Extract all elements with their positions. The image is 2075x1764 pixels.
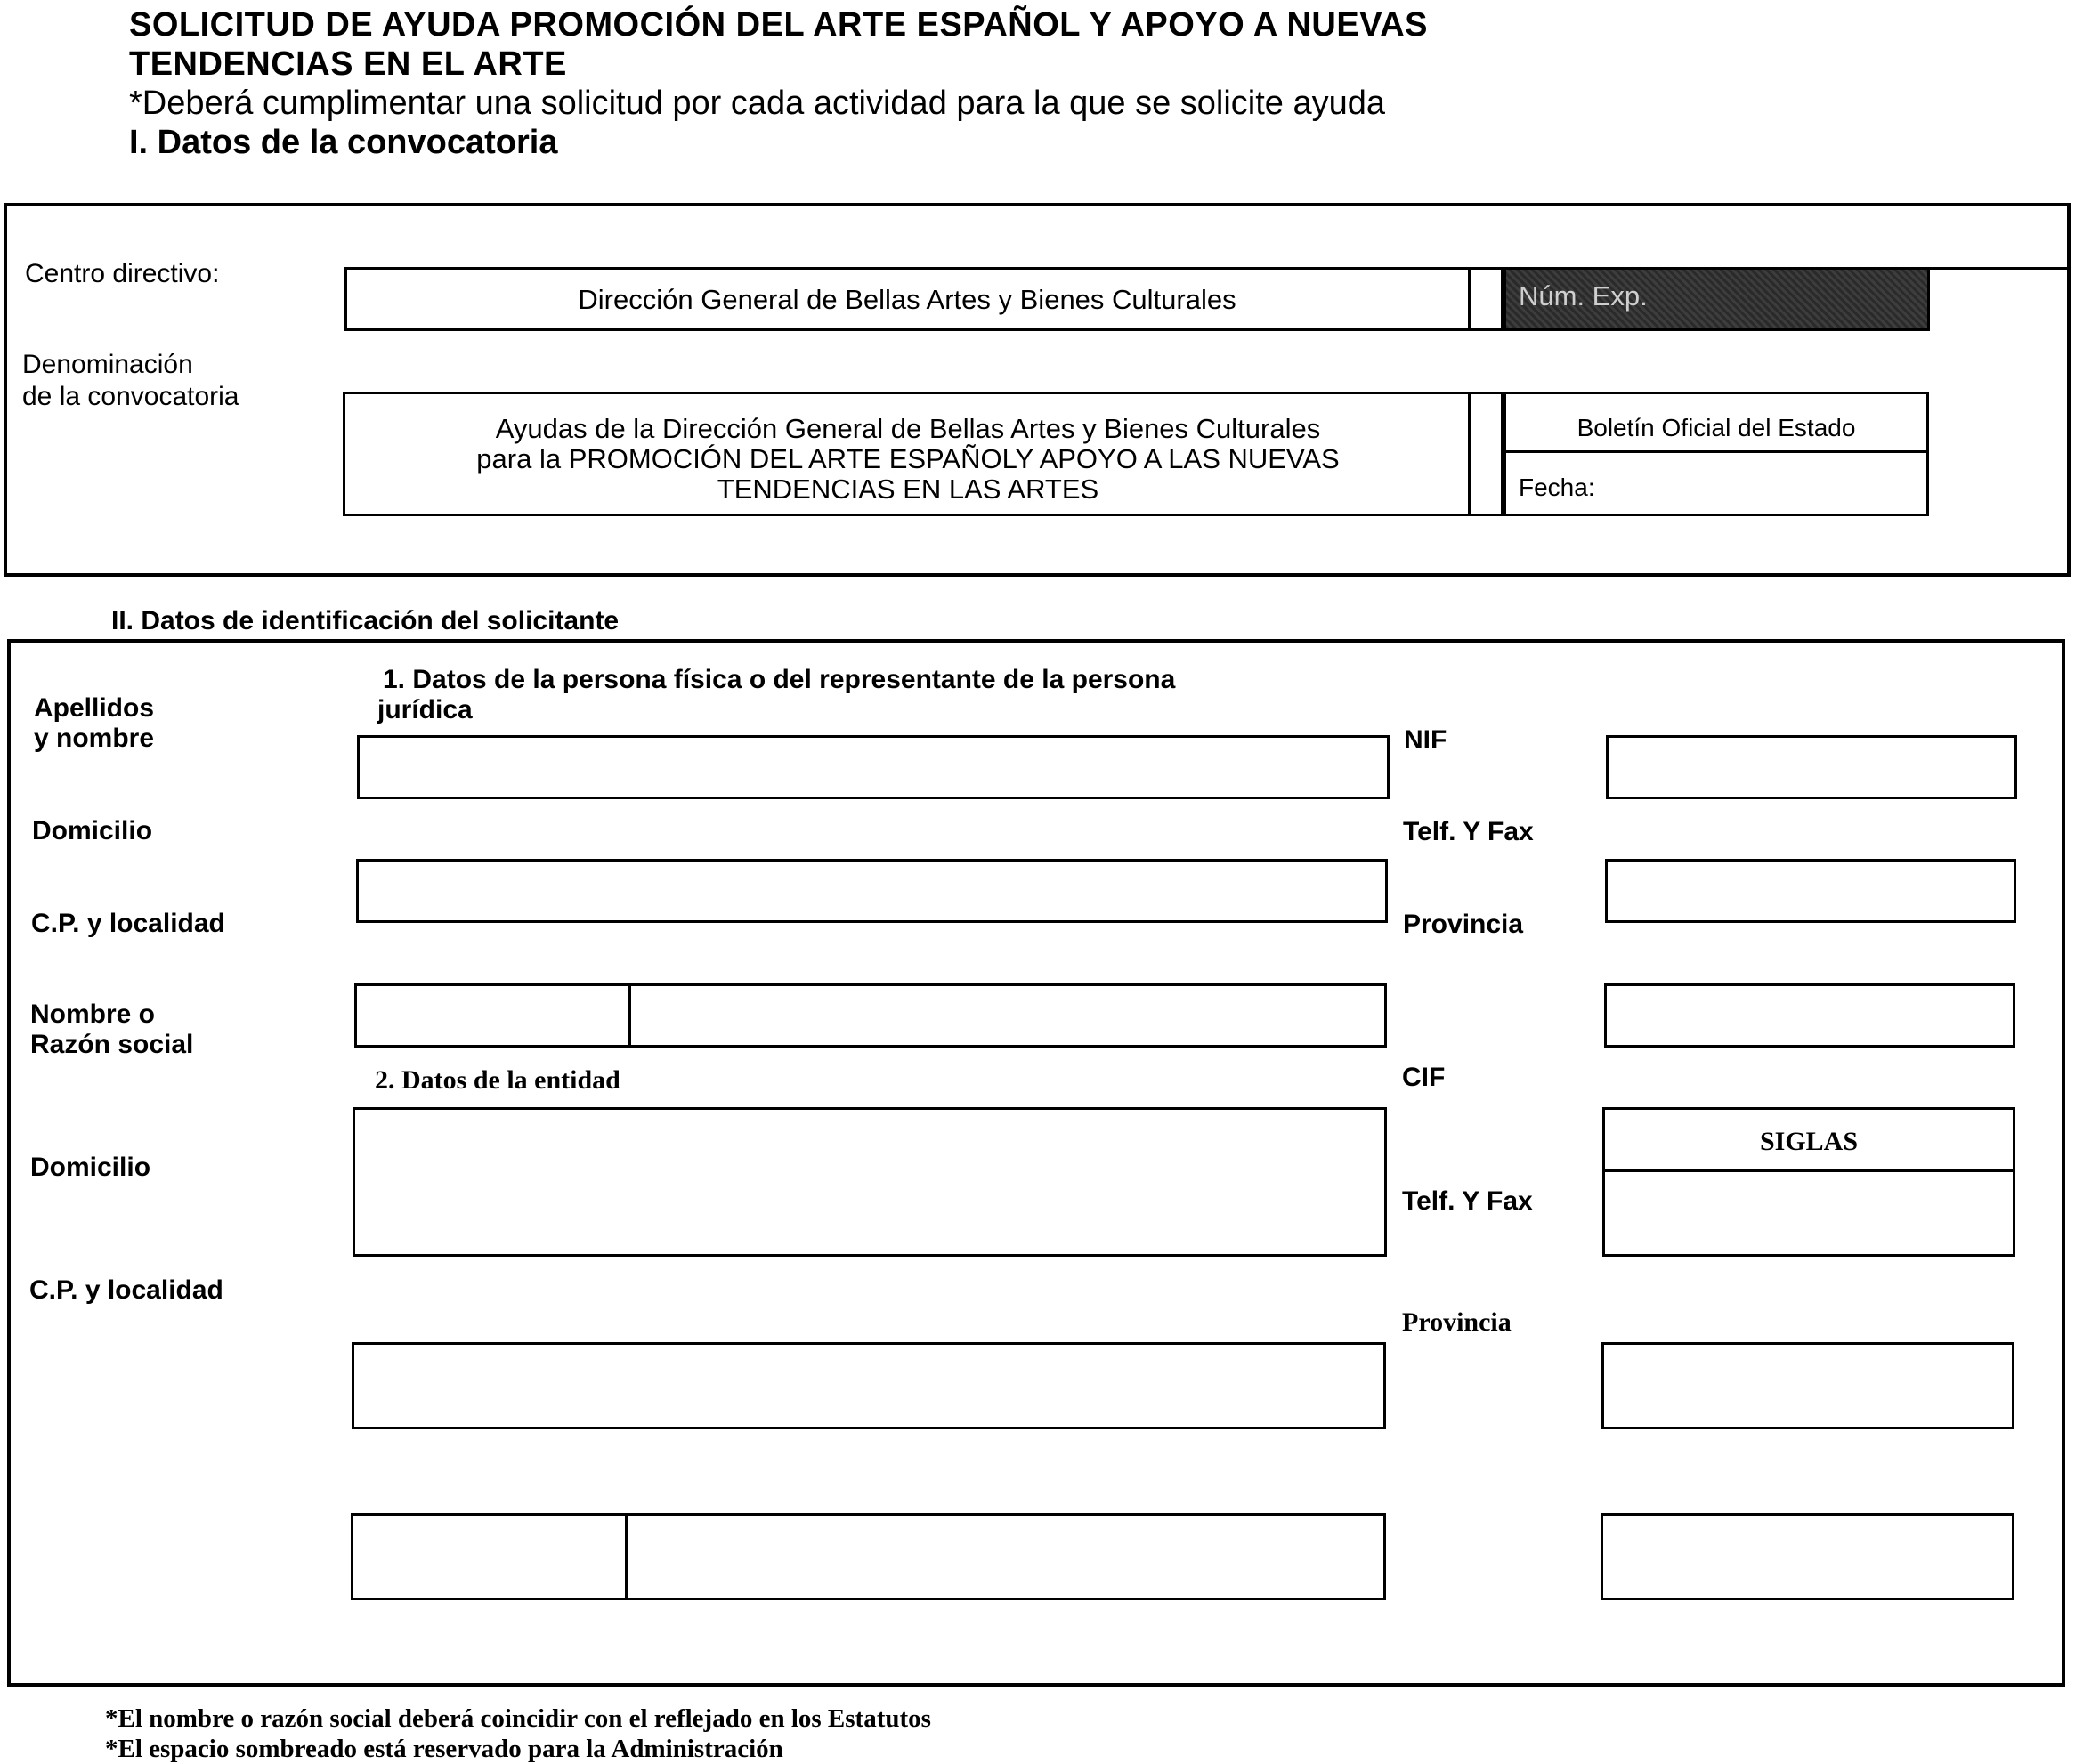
- entidad-cp-divider: [625, 1513, 628, 1600]
- provincia-label: Provincia: [1403, 910, 1524, 939]
- nif-label: NIF: [1404, 725, 1447, 755]
- denominacion-label-2: de la convocatoria: [22, 382, 239, 411]
- persona-heading-1: 1. Datos de la persona física o del representante de la persona: [383, 665, 1176, 694]
- nombre-razon-label-2: Razón social: [30, 1030, 194, 1059]
- denominacion-label-1: Denominación: [22, 350, 193, 379]
- centro-divider: [1468, 267, 1471, 331]
- telf-fax-input[interactable]: [1605, 859, 2016, 923]
- provincia-2-label: Provincia: [1402, 1307, 1512, 1337]
- footnote-2: *El espacio sombreado está reservado para la Administración: [105, 1735, 783, 1763]
- entidad-heading: 2. Datos de la entidad: [375, 1065, 620, 1095]
- cp-localidad-input[interactable]: [354, 983, 1387, 1048]
- telf-fax-2-label: Telf. Y Fax: [1402, 1186, 1533, 1216]
- provincia-input[interactable]: [1604, 983, 2015, 1048]
- denominacion-line-3: TENDENCIAS EN LAS ARTES: [717, 473, 1099, 505]
- centro-directivo-label: Centro directivo:: [25, 259, 220, 288]
- section-1-heading: I. Datos de la convocatoria: [129, 124, 558, 161]
- num-exp-field: Núm. Exp.: [1504, 267, 1930, 331]
- cp-localidad-2-label: C.P. y localidad: [29, 1275, 223, 1305]
- persona-heading-2: jurídica: [377, 695, 473, 724]
- cif-input[interactable]: [1605, 1172, 2013, 1254]
- convocatoria-frame: [4, 203, 2071, 577]
- footnote-1: *El nombre o razón social deberá coincidir con el reflejado en los Estatutos: [105, 1704, 931, 1733]
- cp-localidad-label: C.P. y localidad: [31, 909, 225, 938]
- fecha-label: Fecha:: [1519, 473, 1595, 501]
- boletin-label: Boletín Oficial del Estado: [1577, 414, 1856, 441]
- telf-fax-label: Telf. Y Fax: [1403, 817, 1534, 846]
- cp-divider: [628, 983, 631, 1048]
- denominacion-line-1: Ayudas de la Dirección General de Bellas Artes y Bienes Culturales: [495, 413, 1321, 444]
- domicilio-label: Domicilio: [32, 816, 153, 846]
- centro-directivo-value: Dirección General de Bellas Artes y Bienes Culturales: [578, 284, 1236, 315]
- apellidos-label-2: y nombre: [34, 724, 155, 753]
- apellidos-nombre-input[interactable]: [357, 735, 1390, 799]
- apellidos-label-1: Apellidos: [34, 693, 155, 723]
- nif-input[interactable]: [1606, 735, 2017, 799]
- form-title-line2: TENDENCIAS EN EL ARTE: [129, 45, 567, 83]
- entidad-provincia-input[interactable]: [1601, 1513, 2014, 1600]
- form-subtitle: *Deberá cumplimentar una solicitud por cada actividad para la que se solicite ayuda: [129, 85, 1386, 122]
- boletin-divider: [1504, 450, 1929, 453]
- section-2-heading: II. Datos de identificación del solicitante: [111, 606, 620, 635]
- nombre-razon-label-1: Nombre o: [30, 999, 156, 1029]
- domicilio-2-label: Domicilio: [30, 1153, 151, 1182]
- entidad-cp-localidad-input[interactable]: [351, 1513, 1386, 1600]
- denominacion-line-2: para la PROMOCIÓN DEL ARTE ESPAÑOLY APOYO A LAS NUEVAS: [476, 443, 1340, 474]
- denominacion-divider: [1468, 392, 1471, 516]
- nombre-razon-social-input[interactable]: [353, 1107, 1387, 1257]
- entidad-domicilio-input[interactable]: [352, 1342, 1386, 1429]
- form-title-line1: SOLICITUD DE AYUDA PROMOCIÓN DEL ARTE ESPAÑOL Y APOYO A NUEVAS: [129, 6, 1429, 44]
- cif-label: CIF: [1402, 1063, 1446, 1092]
- siglas-label: SIGLAS: [1759, 1127, 1859, 1156]
- entidad-telf-fax-input[interactable]: [1601, 1342, 2014, 1429]
- domicilio-input[interactable]: [356, 859, 1388, 923]
